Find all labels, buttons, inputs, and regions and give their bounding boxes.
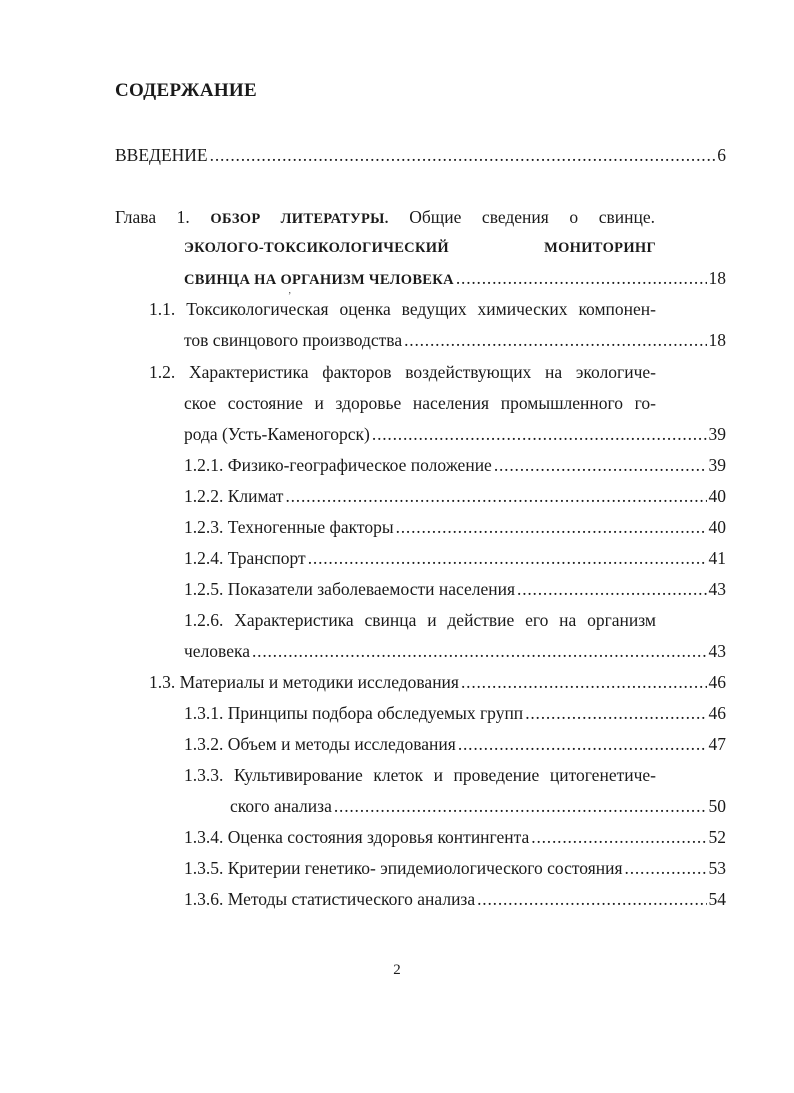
leader-dots [461, 669, 707, 695]
toc-page-number: 43 [708, 641, 726, 661]
leader-dots [210, 142, 716, 168]
toc-entry-1-2-6-line1[interactable]: 1.2.6. Характеристика свинца и действие его на организм [184, 610, 656, 630]
leader-dots [308, 545, 707, 571]
toc-page-number: 43 [708, 579, 726, 599]
toc-entry-label: 1.3.5. Критерии генетико- эпидемиологического состояния [184, 858, 623, 878]
leader-dots [404, 327, 706, 353]
toc-entry-label: 1.2.1. Физико-географическое положение [184, 455, 492, 475]
toc-page-number: 18 [708, 330, 726, 350]
toc-page-number: 41 [708, 548, 726, 568]
toc-entry-1-3-3-line2[interactable] [230, 793, 726, 819]
leader-dots [456, 265, 707, 291]
toc-page-number: 40 [708, 486, 726, 506]
toc-entry-label: тов свинцового производства [184, 330, 403, 350]
toc-page-number: 47 [708, 734, 726, 754]
toc-entry-chapter1-line3[interactable] [184, 265, 726, 291]
toc-page-number: 39 [708, 424, 726, 444]
toc-entry-label: 1.3.4. Оценка состояния здоровья контингента [184, 827, 530, 847]
leader-dots [531, 824, 706, 850]
leader-dots [458, 731, 707, 757]
chapter-caps-line2-right: МОНИТОРИНГ [544, 240, 656, 256]
leader-dots [525, 700, 706, 726]
toc-entry-chapter1-line2 [184, 235, 656, 261]
toc-page-number: 18 [708, 268, 726, 288]
toc-page-number: 52 [708, 827, 726, 847]
toc-entry-1-2-1[interactable] [184, 452, 726, 478]
leader-dots [334, 793, 707, 819]
toc-page-number: 46 [708, 703, 726, 723]
toc-page-number: 54 [708, 889, 726, 909]
toc-entry-1-3-4[interactable] [184, 824, 726, 850]
stray-mark: ʼ [288, 291, 292, 302]
toc-page-number: 6 [717, 145, 726, 165]
toc-entry-label: 1.3. Материалы и методики исследования [149, 672, 459, 692]
toc-entry-label: 1.2.4. Транспорт [184, 548, 306, 568]
toc-entry-label: 1.2.2. Климат [184, 486, 284, 506]
toc-entry-label: ского анализа [230, 796, 332, 816]
leader-dots [477, 886, 706, 912]
toc-entry-1-3-6[interactable] [184, 886, 726, 912]
toc-entry-label: 1.2.3. Техногенные факторы [184, 517, 394, 537]
toc-entry-1-2-line2: ское состояние и здоровье населения промышленного го- [184, 393, 656, 413]
toc-entry-1-2-4[interactable] [184, 545, 726, 571]
leader-dots [285, 483, 706, 509]
toc-entry-label: рода (Усть-Каменогорск) [184, 424, 370, 444]
chapter-caps-line2-left: ЭКОЛОГО-ТОКСИКОЛОГИЧЕСКИЙ [184, 240, 449, 256]
toc-entry-1-3-3-line1[interactable]: 1.3.3. Культивирование клеток и проведение цитогенетиче- [184, 765, 656, 785]
chapter-prefix: Глава 1. [115, 207, 190, 227]
toc-page-number: 39 [708, 455, 726, 475]
toc-entry-1-2-line3[interactable] [184, 421, 726, 447]
chapter-caps-title: ОБЗОР ЛИТЕРАТУРЫ. [210, 211, 389, 227]
toc-entry-label: 1.3.6. Методы статистического анализа [184, 889, 476, 909]
leader-dots [625, 855, 707, 881]
toc-entry-1-1-line1[interactable]: 1.1. Токсикологическая оценка ведущих химических компонен- [149, 299, 656, 319]
toc-entry-1-2-3[interactable] [184, 514, 726, 540]
toc-entry-label: 1.3.2. Объем и методы исследования [184, 734, 456, 754]
toc-entry-1-2-2[interactable] [184, 483, 726, 509]
chapter-caps-line3: СВИНЦА НА ОРГАНИЗМ ЧЕЛОВЕКА [184, 272, 454, 288]
toc-entry-1-3-1[interactable] [184, 700, 726, 726]
toc-page-number: 40 [708, 517, 726, 537]
toc-entry-label: ВВЕДЕНИЕ [115, 145, 208, 165]
toc-entry-label: 1.2.5. Показатели заболеваемости населения [184, 579, 516, 599]
leader-dots [396, 514, 707, 540]
leader-dots [252, 638, 707, 664]
toc-page-number: 50 [708, 796, 726, 816]
toc-entry-intro[interactable] [115, 142, 726, 168]
leader-dots [517, 576, 706, 602]
toc-entry-1-3-5[interactable] [184, 855, 726, 881]
toc-entry-1-3-2[interactable] [184, 731, 726, 757]
chapter-title-tail: Общие сведения о свинце. [409, 207, 656, 227]
toc-page-number: 53 [708, 858, 726, 878]
leader-dots [494, 452, 707, 478]
toc-entry-chapter1-line1[interactable] [115, 204, 655, 230]
page-number: 2 [393, 962, 401, 978]
toc-entry-label: 1.3.1. Принципы подбора обследуемых групп [184, 703, 524, 723]
toc-entry-1-2-line1[interactable]: 1.2. Характеристика факторов воздействующих на экологиче- [149, 362, 656, 382]
toc-entry-1-2-5[interactable] [184, 576, 726, 602]
toc-entry-label: человека [184, 641, 250, 661]
leader-dots [372, 421, 707, 447]
contents-heading: СОДЕРЖАНИЕ [115, 80, 257, 101]
toc-entry-1-3[interactable] [149, 669, 726, 695]
toc-entry-1-2-6-line2[interactable] [184, 638, 726, 664]
toc-entry-1-1-line2[interactable] [184, 327, 726, 353]
toc-page-number: 46 [708, 672, 726, 692]
